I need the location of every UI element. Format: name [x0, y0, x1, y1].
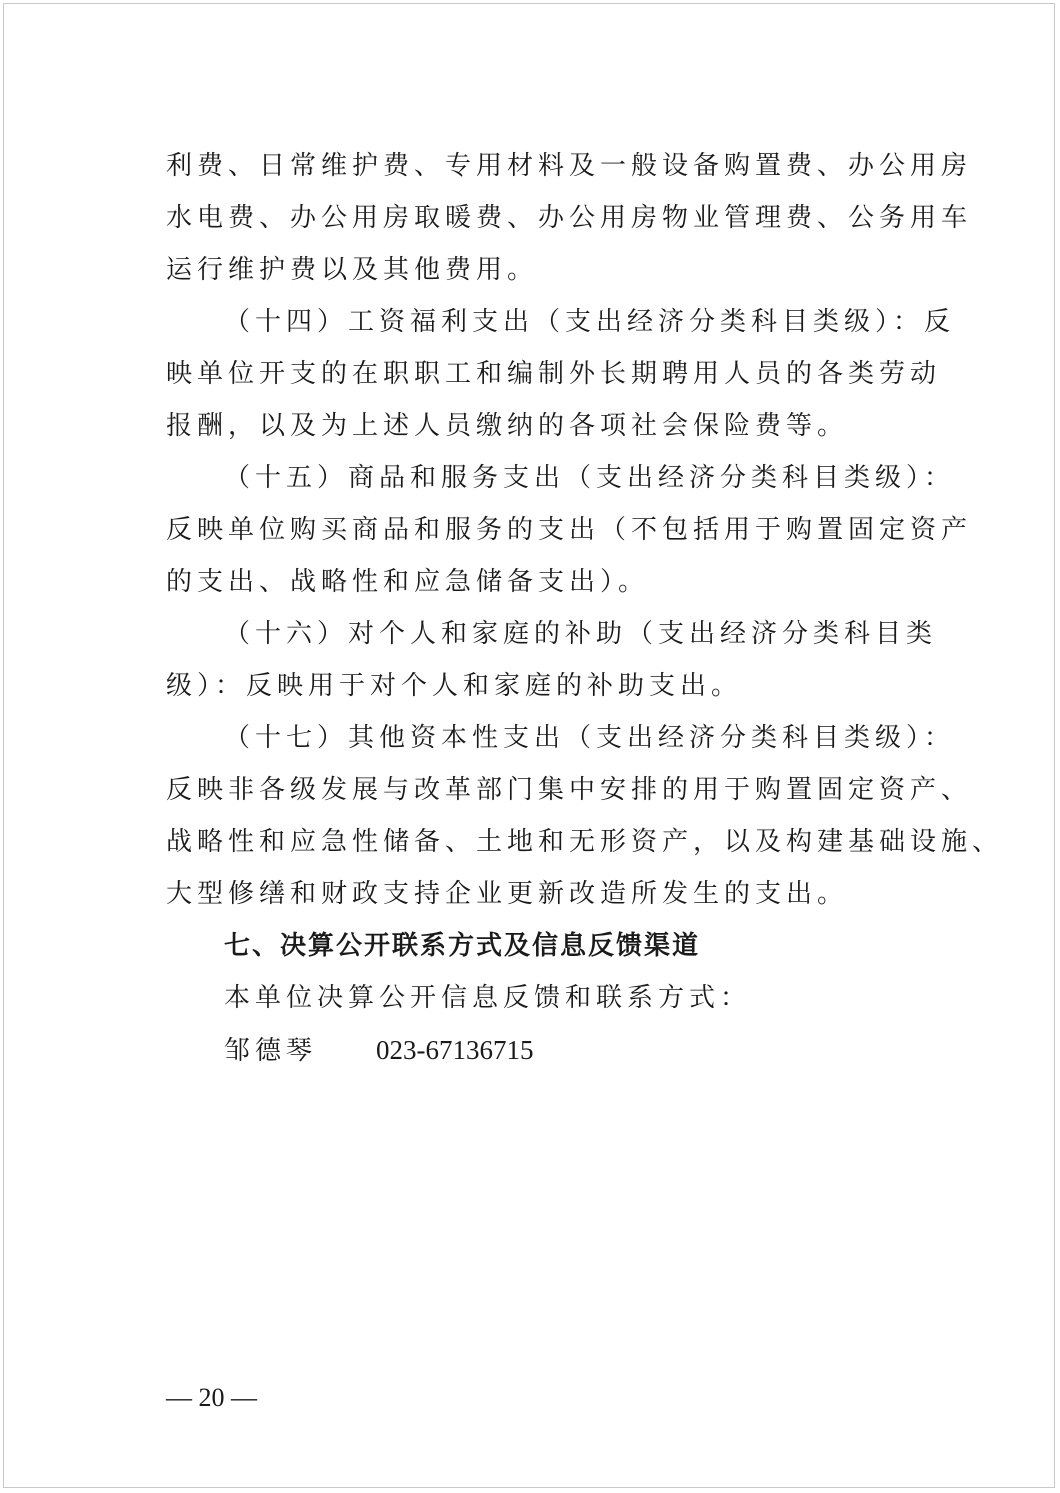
paragraph-line: 级）：反映用于对个人和家庭的补助支出。	[166, 671, 743, 701]
paragraph-line: （十四）工资福利支出（支出经济分类科目类级）：反	[224, 307, 956, 337]
paragraph-line: 反映非各级发展与改革部门集中安排的用于购置固定资产、	[166, 775, 973, 805]
page-number: — 20 —	[166, 1383, 257, 1412]
paragraph-line: 运行维护费以及其他费用。	[166, 255, 539, 285]
paragraph-line: 报酬，以及为上述人员缴纳的各项社会保险费等。	[166, 411, 849, 441]
section-heading: 七、决算公开联系方式及信息反馈渠道	[224, 931, 701, 961]
paragraph-line: 的支出、战略性和应急储备支出）。	[166, 567, 650, 597]
contact-name: 邹德琴	[224, 1036, 318, 1066]
document-body	[166, 140, 1004, 1076]
paragraph-line: 水电费、办公用房取暖费、办公用房物业管理费、公务用车	[166, 203, 973, 233]
paragraph-line: （十五）商品和服务支出（支出经济分类科目类级）：	[224, 463, 956, 493]
contact-phone: 023-67136715	[376, 1035, 534, 1065]
paragraph-line: （十七）其他资本性支出（支出经济分类科目类级）：	[224, 723, 956, 753]
paragraph-line: 利费、日常维护费、专用材料及一般设备购置费、办公用房	[166, 151, 973, 181]
contact-row	[166, 1024, 894, 1076]
paragraph-goods-services	[166, 452, 973, 608]
paragraph-wage-welfare	[166, 296, 956, 452]
paragraph-line: 战略性和应急性储备、土地和无形资产，以及构建基础设施、	[166, 827, 1004, 857]
paragraph-line: 大型修缮和财政支持企业更新改造所发生的支出。	[166, 879, 849, 909]
paragraph-subsidies	[166, 608, 938, 712]
contact-intro: 本单位决算公开信息反馈和联系方式：	[224, 983, 752, 1013]
paragraph-line: 反映单位购买商品和服务的支出（不包括用于购置固定资产	[166, 515, 973, 545]
paragraph-line: （十六）对个人和家庭的补助（支出经济分类科目类	[224, 619, 938, 649]
paragraph-line: 映单位开支的在职职工和编制外长期聘用人员的各类劳动	[166, 359, 942, 389]
paragraph-continuation	[166, 140, 973, 296]
paragraph-capital-expenditure	[166, 712, 1004, 920]
